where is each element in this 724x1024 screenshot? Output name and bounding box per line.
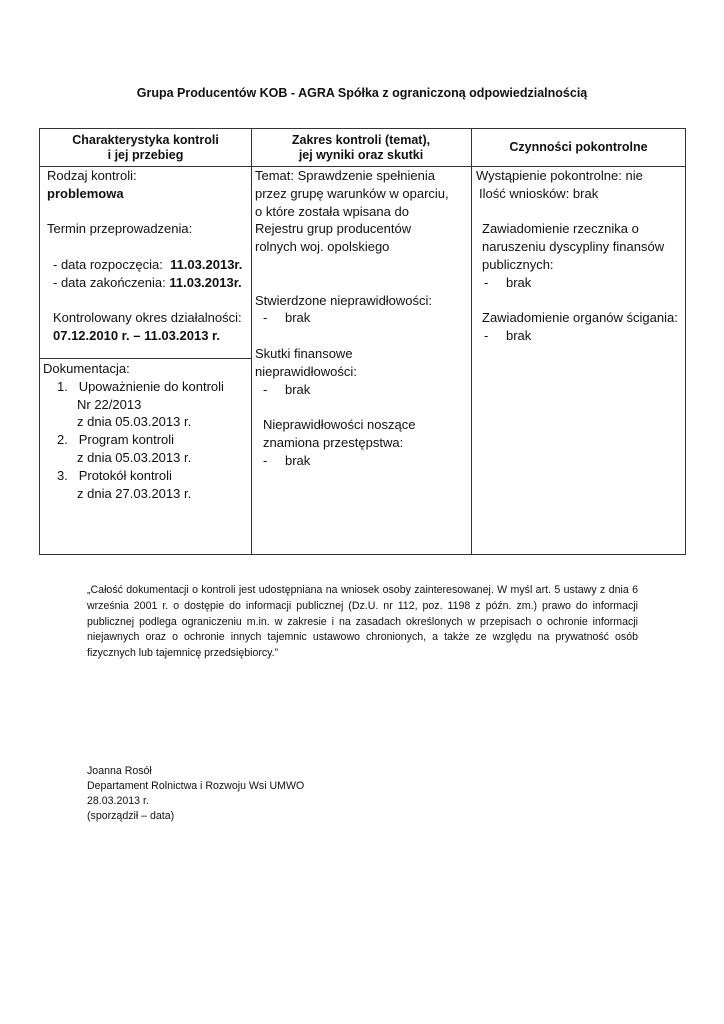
- header-line: i jej przebieg: [107, 147, 184, 162]
- disclosure-note: „Całość dokumentacji o kontroli jest udostępniana na wniosek osoby zainteresowanej. W myśl art. 5 ustawy z dnia 6 września 2001 r. o dostępie do informacji publicznej (Dz.U. nr 112, poz. 1198 z późn. zm.) prawo do informacji publicznej podlega ograniczeniu m.in. w zakresie i na zasadach określonych w przepisach o ochronie informacji niejawnych oraz o ochronie innych tajemnic ustawowo chronionych, a także ze względu na prywatność osób fizycznych lub tajemnicę przedsiębiorcy.”: [87, 584, 638, 660]
- topic-line: Rejestru grup producentów: [255, 221, 412, 237]
- control-table: [39, 128, 686, 555]
- signer-name: Joanna Rosół: [87, 765, 152, 777]
- requests-line: Ilość wniosków: brak: [479, 185, 599, 201]
- crime-label: Nieprawidłowości noszące: [263, 417, 416, 433]
- end-date-label: - data zakończenia:: [53, 274, 166, 290]
- notify-line: naruszeniu dyscypliny finansów: [482, 239, 665, 255]
- document-title: Grupa Producentów KOB - AGRA Spółka z ograniczoną odpowiedzialnością: [136, 86, 588, 100]
- dash-mark: -: [263, 452, 268, 468]
- item-text: Program kontroli: [78, 432, 175, 448]
- crime-value: [255, 452, 449, 470]
- end-date-value: 11.03.2013r.: [169, 274, 242, 290]
- item-number: 3.: [57, 467, 68, 483]
- documentation-item: [43, 378, 224, 396]
- notify-line: publicznych:: [482, 256, 554, 272]
- end-date-row: [47, 274, 242, 292]
- value-text: brak: [285, 452, 311, 468]
- signature-role: (sporządził – data): [87, 810, 175, 822]
- irregularities-label: Stwierdzone nieprawidłowości:: [255, 292, 433, 308]
- scope-results-cell: [255, 167, 449, 470]
- header-line: Zakres kontroli (temat),: [291, 132, 431, 147]
- documentation-item-line: z dnia 27.03.2013 r.: [77, 485, 192, 501]
- topic-line: Temat: Sprawdzenie spełnienia: [255, 168, 435, 183]
- control-type-value: problemowa: [47, 185, 124, 201]
- dash-mark: -: [263, 310, 268, 326]
- header-post-control: [471, 129, 686, 166]
- documentation-item: [43, 431, 224, 449]
- header-characteristics: [40, 129, 251, 166]
- value-text: brak: [285, 310, 311, 326]
- documentation-cell: [43, 360, 224, 502]
- prosecution-value: [476, 327, 678, 345]
- signer-department: Departament Rolnictwa i Rozwoju Wsi UMWO: [87, 780, 305, 792]
- financial-label: nieprawidłowości:: [255, 363, 357, 379]
- documentation-item: [43, 467, 224, 485]
- documentation-label: Dokumentacja:: [43, 361, 130, 376]
- period-value: 07.12.2010 r. – 11.03.2013 r.: [53, 328, 220, 344]
- post-control-cell: [476, 167, 678, 345]
- start-date-row: [47, 256, 242, 274]
- header-line: Czynności pokontrolne: [509, 140, 648, 154]
- item-number: 2.: [57, 432, 68, 448]
- item-number: 1.: [57, 378, 68, 394]
- speech-line: Wystąpienie pokontrolne: nie: [476, 168, 643, 183]
- value-text: brak: [506, 274, 532, 290]
- signature-block: [87, 764, 304, 824]
- column1-row-divider: [40, 358, 251, 359]
- notify-value: [476, 274, 678, 292]
- period-label: Kontrolowany okres działalności:: [53, 310, 242, 326]
- prosecution-label: Zawiadomienie organów ścigania:: [482, 310, 678, 326]
- signature-date: 28.03.2013 r.: [87, 795, 149, 807]
- dash-mark: -: [263, 381, 268, 397]
- documentation-item-line: z dnia 05.03.2013 r.: [77, 449, 192, 465]
- documentation-item-line: Nr 22/2013: [77, 396, 142, 412]
- financial-label: Skutki finansowe: [255, 345, 353, 361]
- start-date-label: - data rozpoczęcia:: [53, 256, 163, 272]
- irregularities-value: [255, 309, 449, 327]
- control-characteristics-cell: [47, 167, 242, 345]
- topic-line: rolnych woj. opolskiego: [255, 239, 390, 255]
- control-type-label: Rodzaj kontroli:: [47, 168, 137, 183]
- dash-mark: -: [484, 328, 489, 344]
- term-label: Termin przeprowadzenia:: [47, 221, 193, 237]
- crime-label: znamiona przestępstwa:: [263, 434, 404, 450]
- header-scope: [251, 129, 471, 166]
- notify-line: Zawiadomienie rzecznika o: [482, 221, 639, 237]
- financial-value: [255, 381, 449, 399]
- topic-line: przez grupę warunków w oparciu,: [255, 185, 449, 201]
- start-date-value: 11.03.2013r.: [170, 256, 243, 272]
- header-line: jej wyniki oraz skutki: [298, 147, 424, 162]
- column-divider: [251, 129, 252, 554]
- documentation-item-line: z dnia 05.03.2013 r.: [77, 414, 192, 430]
- item-text: Protokół kontroli: [78, 467, 172, 483]
- column-divider: [471, 129, 472, 554]
- value-text: brak: [285, 381, 311, 397]
- header-line: Charakterystyka kontroli: [72, 132, 219, 147]
- value-text: brak: [506, 328, 532, 344]
- item-text: Upoważnienie do kontroli: [78, 378, 224, 394]
- dash-mark: -: [484, 274, 489, 290]
- topic-line: o które została wpisana do: [255, 203, 409, 219]
